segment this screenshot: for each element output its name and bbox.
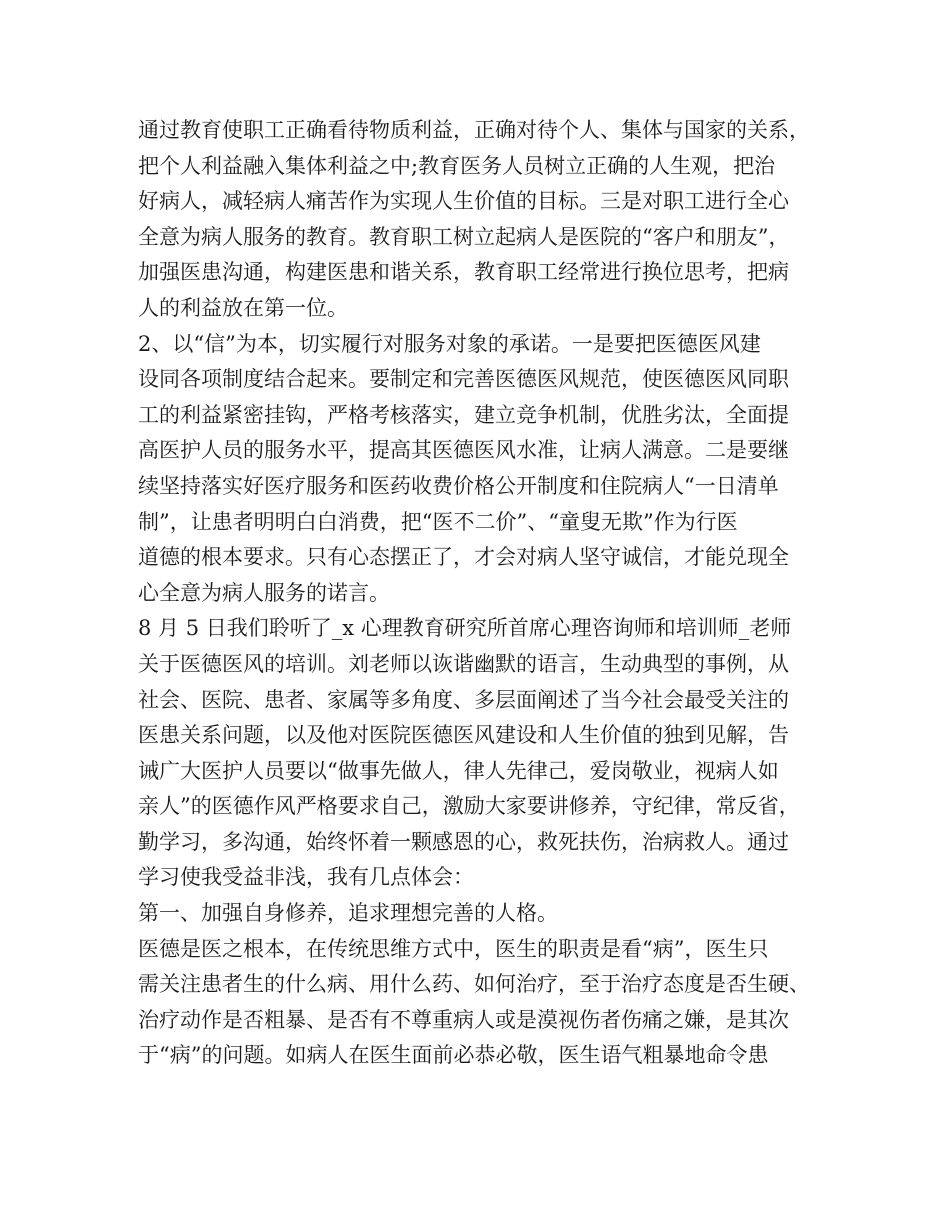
paragraph-3: [138, 611, 838, 896]
text-line: 心全意为病人服务的诺言。: [138, 580, 390, 605]
paragraph-1: [138, 113, 838, 327]
text-line: 社会、医院、患者、家属等多角度、多层面阐述了当今社会最受关注的: [138, 687, 789, 712]
text-line: 诫广大医护人员要以“做事先做人，律人先律己，爱岗敬业，视病人如: [138, 758, 779, 783]
text-line: 于“病”的问题。如病人在医生面前必恭必敬，医生语气粗暴地命令患: [138, 1043, 769, 1068]
text-line: 好病人，减轻病人痛苦作为实现人生价值的目标。三是对职工进行全心: [138, 189, 789, 214]
text-line: 高医护人员的服务水平，提高其医德医风水准，让病人满意。二是要继: [138, 438, 789, 463]
document-body: [138, 113, 838, 1074]
paragraph-5: [138, 932, 838, 1074]
text-line: 制”，让患者明明白白消费，把“医不二价”、“童叟无欺”作为行医: [138, 509, 738, 534]
text-line: 人的利益放在第一位。: [138, 295, 348, 320]
text-line: 亲人”的医德作风严格要求自己，激励大家要讲修养，守纪律，常反省，: [138, 794, 800, 819]
text-line: 学习使我受益非浅，我有几点体会：: [138, 865, 474, 890]
text-line: 需关注患者生的什么病、用什么药、如何治疗，至于治疗态度是否生硬、: [138, 972, 810, 997]
text-line: 2、以“信”为本，切实履行对服务对象的承诺。一是要把医德医风建: [138, 331, 761, 356]
text-line: 勤学习，多沟通，始终怀着一颗感恩的心，救死扶伤，治病救人。通过: [138, 829, 789, 854]
text-line: 关于医德医风的培训。刘老师以诙谐幽默的语言，生动典型的事例，从: [138, 651, 789, 676]
text-line: 医德是医之根本，在传统思维方式中，医生的职责是看“病”，医生只: [138, 936, 769, 961]
paragraph-2: [138, 327, 838, 612]
text-line: 8 月 5 日我们聆听了_x 心理教育研究所首席心理咨询师和培训师_老师: [138, 616, 792, 641]
text-line: 加强医患沟通，构建医患和谐关系，教育职工经常进行换位思考，把病: [138, 260, 789, 285]
section-heading: [138, 896, 838, 932]
text-line: 第一、加强自身修养，追求理想完善的人格。: [138, 901, 558, 926]
text-line: 工的利益紧密挂钩，严格考核落实，建立竞争机制，优胜劣汰，全面提: [138, 402, 789, 427]
text-line: 道德的根本要求。只有心态摆正了，才会对病人坚守诚信，才能兑现全: [138, 545, 789, 570]
text-line: 续坚持落实好医疗服务和医药收费价格公开制度和住院病人“一日清单: [138, 473, 779, 498]
text-line: 把个人利益融入集体利益之中;教育医务人员树立正确的人生观，把治: [138, 153, 776, 178]
text-line: 通过教育使职工正确看待物质利益，正确对待个人、集体与国家的关系，: [138, 118, 810, 142]
text-line: 治疗动作是否粗暴、是否有不尊重病人或是漠视伤者伤痛之嫌，是其次: [138, 1007, 789, 1032]
text-line: 医患关系问题，以及他对医院医德医风建设和人生价值的独到见解，告: [138, 723, 789, 748]
text-line: 全意为病人服务的教育。教育职工树立起病人是医院的“客户和朋友”，: [138, 224, 790, 249]
text-line: 设同各项制度结合起来。要制定和完善医德医风规范，使医德医风同职: [138, 367, 789, 392]
